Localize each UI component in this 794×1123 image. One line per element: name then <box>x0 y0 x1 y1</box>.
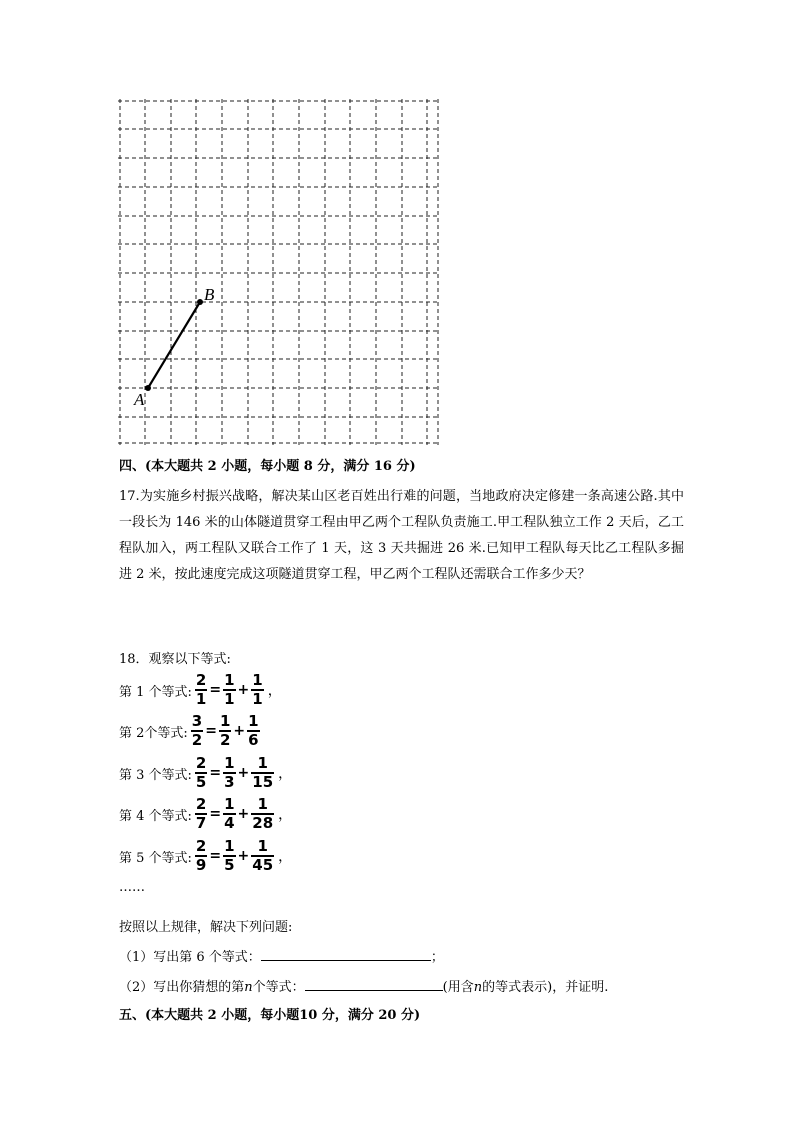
point-a <box>145 385 151 391</box>
lhs-fraction <box>195 838 207 874</box>
numerator: 1 <box>224 671 235 689</box>
denominator: 45 <box>252 856 274 874</box>
equation-row <box>119 794 292 834</box>
equation-row <box>119 836 292 876</box>
term-b-fraction <box>251 796 274 832</box>
equals-sign: = <box>209 806 222 822</box>
equation-label: 第 3 个等式: <box>119 767 192 783</box>
plus-sign: + <box>237 682 250 698</box>
numerator: 1 <box>257 837 268 855</box>
denominator: 1 <box>224 690 235 708</box>
term-b-fraction <box>251 838 274 874</box>
numerator: 1 <box>257 795 268 813</box>
numerator: 1 <box>252 671 263 689</box>
sub2-paren-a: (用含 <box>442 980 474 995</box>
term-a-fraction <box>223 838 235 874</box>
sub1-suffix: ； <box>430 950 444 965</box>
term-b-fraction <box>251 755 274 791</box>
denominator: 4 <box>224 814 235 832</box>
lhs-fraction <box>191 713 203 749</box>
lhs-fraction <box>195 796 207 832</box>
sub2-var: n <box>244 980 253 995</box>
ellipsis: …… <box>119 880 145 895</box>
numerator: 2 <box>195 754 207 772</box>
sub1-prefix: （1）写出第 6 个等式： <box>119 950 261 965</box>
equals-sign: = <box>209 765 222 781</box>
numerator: 2 <box>195 837 207 855</box>
term-a-fraction <box>219 713 231 749</box>
numerator: 1 <box>257 754 268 772</box>
denominator: 2 <box>191 731 203 749</box>
equation-label: 第 2个等式: <box>119 725 188 741</box>
equation-row <box>119 753 292 793</box>
answer-blank-1[interactable] <box>261 946 431 961</box>
term-b-fraction <box>251 672 263 708</box>
equals-sign: = <box>205 723 217 739</box>
denominator: 28 <box>252 814 274 832</box>
equation-tail: ， <box>267 683 282 699</box>
segment-ab <box>148 302 200 388</box>
plus-sign: + <box>233 723 246 739</box>
sub2-prefix: （2）写出你猜想的第 <box>119 980 245 995</box>
section-4-heading: 四、(本大题共 2 小题，每小题 8 分，满分 16 分) <box>119 459 416 474</box>
numerator: 1 <box>248 712 259 730</box>
numerator: 3 <box>191 712 203 730</box>
denominator: 5 <box>195 773 207 791</box>
equation-label: 第 5 个等式: <box>119 850 192 866</box>
lhs-fraction <box>195 755 207 791</box>
point-b <box>197 299 203 305</box>
equals-sign: = <box>209 682 222 698</box>
grid-lines <box>118 99 440 445</box>
numerator: 2 <box>195 671 207 689</box>
answer-blank-2[interactable] <box>305 976 443 991</box>
denominator: 1 <box>195 690 207 708</box>
equation-row <box>119 711 264 751</box>
lhs-fraction <box>195 672 207 708</box>
denominator: 15 <box>252 773 274 791</box>
question-18-intro: 18．观察以下等式: <box>119 652 231 667</box>
denominator: 1 <box>252 690 263 708</box>
numerator: 1 <box>224 837 235 855</box>
numerator: 1 <box>224 754 235 772</box>
numerator: 2 <box>195 795 207 813</box>
term-a-fraction <box>223 796 235 832</box>
numerator: 1 <box>219 712 231 730</box>
term-a-fraction <box>223 672 235 708</box>
point-b-label: B <box>204 285 215 304</box>
equation-label: 第 4 个等式: <box>119 808 192 824</box>
equation-tail: ， <box>278 849 293 865</box>
sub2-paren-b: 的等式表示)，并证明. <box>482 980 609 995</box>
denominator: 3 <box>224 773 235 791</box>
denominator: 9 <box>195 856 207 874</box>
sub2-mid: 个等式： <box>252 980 305 995</box>
sub2-paren-var: n <box>473 980 483 995</box>
numerator: 1 <box>224 795 235 813</box>
denominator: 5 <box>224 856 235 874</box>
term-b-fraction <box>247 713 259 749</box>
equals-sign: = <box>209 848 222 864</box>
equation-tail: ， <box>278 807 293 823</box>
section-5-heading: 五、(本大题共 2 小题，每小题10 分，满分 20 分) <box>119 1008 421 1023</box>
plus-sign: + <box>237 806 250 822</box>
sub-question-1 <box>119 946 444 965</box>
question-17-text: 17.为实施乡村振兴战略，解决某山区老百姓出行难的问题，当地政府决定修建一条高速公路.其中一段长为 146 米的山体隧道贯穿工程由甲乙两个工程队负责施工.甲工程队独立工作 2 天后，乙工程队加入，两工程队又联合工作了 1 天，这 3 天共掘进 26 米.已知甲工程队每天比乙工程队多掘进 2 米，按此速度完成这项隧道贯穿工程，甲乙两个工程队还需联合工作多少天？ <box>119 489 684 582</box>
equation-tail: ， <box>278 766 293 782</box>
equation-row <box>119 670 282 710</box>
equation-label: 第 1 个等式: <box>119 684 192 700</box>
denominator: 7 <box>195 814 207 832</box>
denominator: 6 <box>248 731 259 749</box>
plus-sign: + <box>237 848 250 864</box>
term-a-fraction <box>223 755 235 791</box>
grid-figure <box>118 99 440 445</box>
denominator: 2 <box>219 731 231 749</box>
plus-sign: + <box>237 765 250 781</box>
grid-diagram <box>118 99 440 445</box>
sub-question-2 <box>119 976 608 995</box>
point-a-label: A <box>134 390 145 409</box>
instruction: 按照以上规律，解决下列问题: <box>119 920 293 935</box>
